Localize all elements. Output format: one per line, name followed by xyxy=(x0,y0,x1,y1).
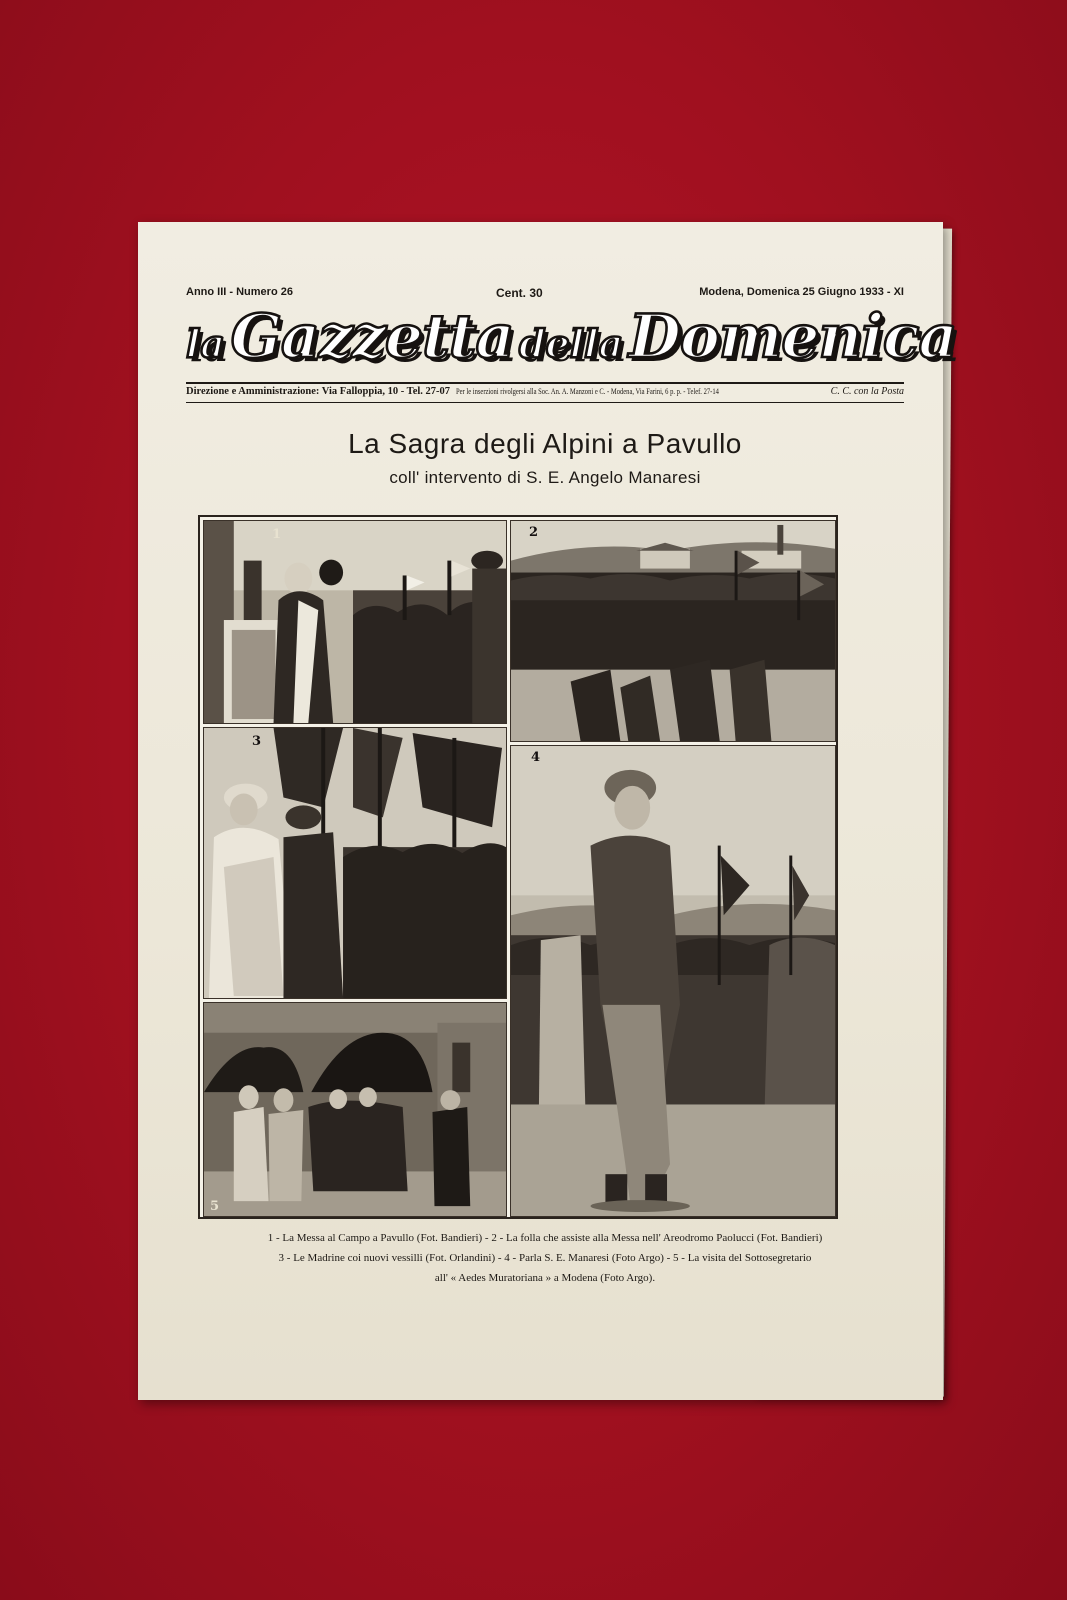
logo-word-la: la xyxy=(186,321,226,366)
photo-1 xyxy=(203,520,507,724)
postal-info: C. C. con la Posta xyxy=(830,386,904,397)
photo-5-number: 5 xyxy=(210,1199,220,1214)
photo-1-number: 1 xyxy=(272,527,282,542)
photo-2-image xyxy=(511,521,835,741)
article-headline: La Sagra degli Alpini a Pavullo xyxy=(348,428,742,459)
logo-word-gazzetta: Gazzetta xyxy=(230,302,514,372)
dateline: Modena, Domenica 25 Giugno 1933 - XI xyxy=(699,286,904,298)
address-info: Direzione e Amministrazione: Via Falloppia, 10 - Tel. 27-07 xyxy=(186,386,451,397)
masthead-rule-bottom xyxy=(186,402,904,403)
price: Cent. 30 xyxy=(496,286,543,300)
photo-3 xyxy=(203,727,507,999)
caption-line-1: 1 - La Messa al Campo a Pavullo (Fot. Bandieri) - 2 - La folla che assiste alla Messa nell' Areodromo Paolucci (Fot. Bandieri) xyxy=(267,1232,823,1244)
issue-number: Anno III - Numero 26 xyxy=(186,286,293,298)
logo-word-della: della xyxy=(518,321,624,366)
newspaper-page xyxy=(138,222,957,1400)
photo-5 xyxy=(203,1002,507,1217)
photo-3-number: 3 xyxy=(252,734,262,749)
photo-captions xyxy=(186,1228,904,1288)
caption-line-3: all' « Aedes Muratoriana » a Modena (Foto Argo). xyxy=(434,1272,656,1284)
advertising-info: Per le inserzioni rivolgersi alla Soc. An. A. Manzoni e C. - Modena, Via Farini, 6 p. p. - Telef. 27-14 xyxy=(456,387,719,396)
masthead-top-line xyxy=(186,286,904,302)
masthead-info-line xyxy=(186,386,904,402)
article-subheadline: coll' intervento di S. E. Angelo Manaresi xyxy=(389,468,701,487)
logo-word-domenica: Domenica xyxy=(628,302,957,372)
photo-3-image xyxy=(204,728,506,998)
photo-4-number: 4 xyxy=(531,750,541,765)
caption-line-2: 3 - Le Madrine coi nuovi vessilli (Fot. Orlandini) - 4 - Parla S. E. Manaresi (Foto Argo) - 5 - La visita del Sottosegretario xyxy=(278,1252,812,1264)
photo-5-image xyxy=(204,1003,506,1216)
photo-2-number: 2 xyxy=(529,525,539,540)
masthead-rule-top xyxy=(186,382,904,384)
photo-collage xyxy=(198,515,838,1219)
photo-2 xyxy=(510,520,836,742)
photo-4-image xyxy=(511,746,835,1216)
photo-1-image xyxy=(204,521,506,723)
newspaper-logo xyxy=(186,302,957,376)
photo-4 xyxy=(510,745,836,1217)
